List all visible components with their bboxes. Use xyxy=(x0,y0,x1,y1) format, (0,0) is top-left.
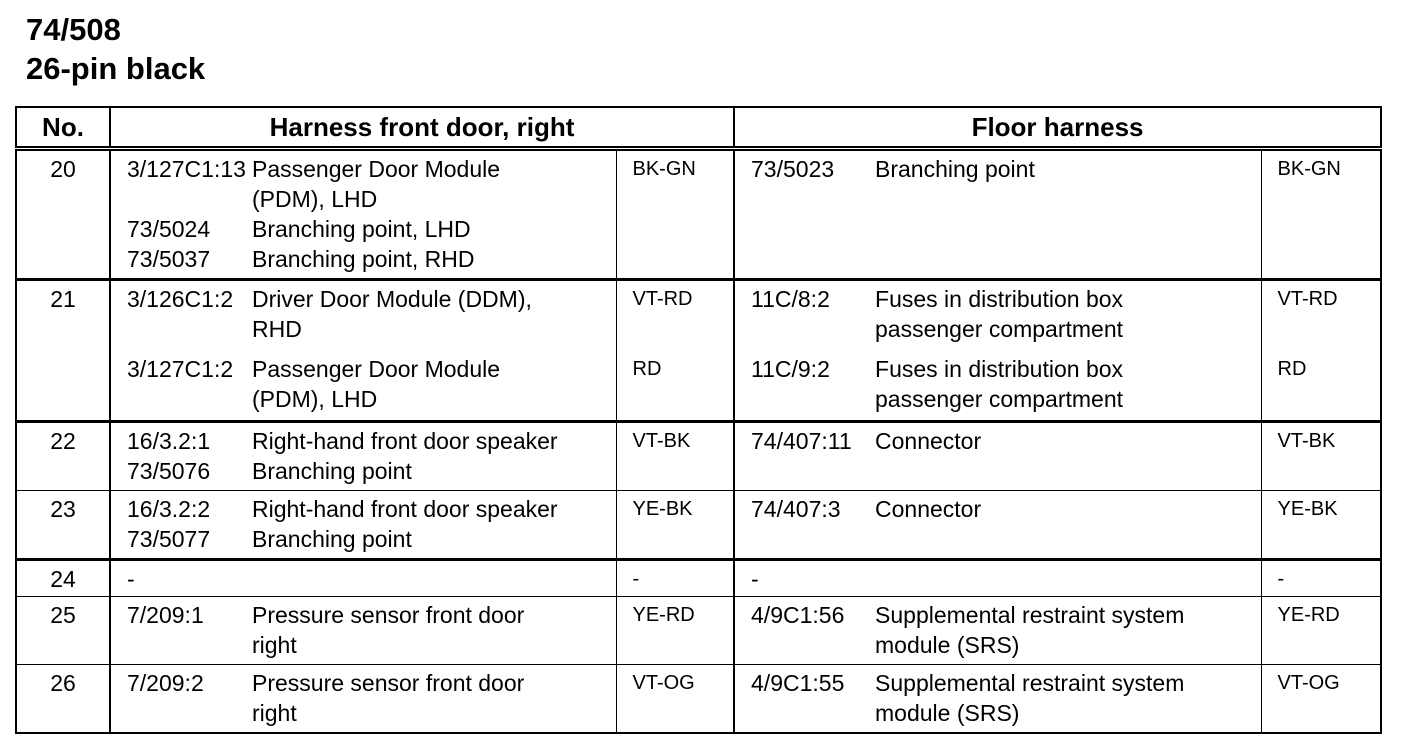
table-row xyxy=(16,344,1381,422)
right-description: Branching point xyxy=(875,156,1035,182)
connector-code: 16/3.2:1 xyxy=(127,428,211,454)
table-row xyxy=(16,665,1381,734)
description-line: Passenger Door Module xyxy=(252,156,501,182)
left-connector: - xyxy=(110,560,252,597)
left-wire-color: RD xyxy=(616,344,734,422)
right-connector: 73/5023 xyxy=(751,156,835,182)
left-wire-color: VT-BK xyxy=(616,422,734,491)
connector-heading xyxy=(26,10,205,88)
table-row xyxy=(16,149,1381,280)
connector-code xyxy=(127,184,252,214)
left-connector xyxy=(110,280,252,345)
table-row xyxy=(16,491,1381,560)
connector-code: 3/127C1:13 xyxy=(127,156,246,182)
description-line: Pressure sensor front door xyxy=(252,602,525,628)
table-row xyxy=(16,597,1381,665)
table-row xyxy=(16,560,1381,597)
description-line: Right-hand front door speaker xyxy=(252,428,558,454)
left-connector xyxy=(110,149,252,280)
right-connector: 4/9C1:55 xyxy=(734,665,875,734)
description-line: passenger compartment xyxy=(875,316,1124,342)
description-line: Branching point, LHD xyxy=(252,216,471,242)
right-connector: 4/9C1:56 xyxy=(734,597,875,665)
header-left-harness: Harness front door, right xyxy=(110,107,734,149)
description-line: right xyxy=(252,700,297,726)
right-wire-color: VT-BK xyxy=(1261,422,1381,491)
table-row xyxy=(16,280,1381,345)
left-connector xyxy=(110,491,252,560)
left-description xyxy=(252,344,616,422)
connector-code: 73/5076 xyxy=(127,458,211,484)
right-wire-color: VT-OG xyxy=(1261,665,1381,734)
description-line: passenger compartment xyxy=(875,386,1124,412)
description-line: module (SRS) xyxy=(875,700,1020,726)
right-description xyxy=(875,665,1261,734)
connector-code: 73/5024 xyxy=(127,216,211,242)
description-line: right xyxy=(252,632,297,658)
description-line: Fuses in distribution box xyxy=(875,356,1124,382)
description-line: Right-hand front door speaker xyxy=(252,496,558,522)
pin-number: 23 xyxy=(16,491,110,560)
table-header-row xyxy=(16,107,1381,149)
pin-number: 26 xyxy=(16,665,110,734)
right-wire-color: YE-RD xyxy=(1261,597,1381,665)
description-line: Fuses in distribution box xyxy=(875,286,1124,312)
right-description xyxy=(875,280,1261,345)
pin-assignment-table xyxy=(15,106,1382,734)
description-line: Branching point xyxy=(252,526,412,552)
right-wire-color: YE-BK xyxy=(1261,491,1381,560)
pin-number: 24 xyxy=(16,560,110,597)
left-wire-color: YE-BK xyxy=(616,491,734,560)
right-wire-color: RD xyxy=(1261,344,1381,422)
connector-code: 3/127C1:2 xyxy=(127,356,234,382)
header-right-harness: Floor harness xyxy=(734,107,1381,149)
pin-number: 22 xyxy=(16,422,110,491)
description-line: Driver Door Module (DDM), xyxy=(252,286,532,312)
left-description xyxy=(252,422,616,491)
right-description xyxy=(875,344,1261,422)
right-description: Connector xyxy=(875,491,1261,560)
left-wire-color: VT-RD xyxy=(616,280,734,345)
left-description xyxy=(252,280,616,345)
right-description xyxy=(875,560,1261,597)
left-wire-color: VT-OG xyxy=(616,665,734,734)
right-wire-color: BK-GN xyxy=(1261,149,1381,280)
right-wire-color: VT-RD xyxy=(1261,280,1381,345)
description-line: (PDM), LHD xyxy=(252,186,378,212)
description-line: Passenger Door Module xyxy=(252,356,501,382)
left-description xyxy=(252,597,616,665)
pin-number: 20 xyxy=(16,149,110,280)
left-description xyxy=(252,491,616,560)
connector-code: 3/126C1:2 xyxy=(127,286,234,312)
table-row xyxy=(16,422,1381,491)
right-connector xyxy=(734,344,875,422)
description-line: (PDM), LHD xyxy=(252,386,378,412)
left-connector xyxy=(110,422,252,491)
description-line: Pressure sensor front door xyxy=(252,670,525,696)
right-connector: 74/407:11 xyxy=(734,422,875,491)
left-description xyxy=(252,665,616,734)
connector-type: 26-pin black xyxy=(26,51,206,86)
left-wire-color: BK-GN xyxy=(616,149,734,280)
description-line: Supplemental restraint system xyxy=(875,602,1185,628)
description-line: Branching point xyxy=(252,458,412,484)
connector-code: 11C/8:2 xyxy=(751,286,830,312)
connector-code: 73/5037 xyxy=(127,246,211,272)
connector-code: 73/5077 xyxy=(127,526,211,552)
description-line: Branching point, RHD xyxy=(252,246,475,272)
connector-code: 11C/9:2 xyxy=(751,356,830,382)
left-wire-color: YE-RD xyxy=(616,597,734,665)
left-connector: 7/209:2 xyxy=(110,665,252,734)
right-connector xyxy=(734,280,875,345)
right-description xyxy=(875,597,1261,665)
description-line: Supplemental restraint system xyxy=(875,670,1185,696)
left-connector xyxy=(110,344,252,422)
header-no: No. xyxy=(16,107,110,149)
right-wire-color: - xyxy=(1261,560,1381,597)
description-line: module (SRS) xyxy=(875,632,1020,658)
right-connector: - xyxy=(734,560,875,597)
left-description xyxy=(252,149,616,280)
pin-number: 21 xyxy=(16,280,110,422)
connector-id: 74/508 xyxy=(26,12,121,47)
pin-number: 25 xyxy=(16,597,110,665)
left-wire-color: - xyxy=(616,560,734,597)
left-connector: 7/209:1 xyxy=(110,597,252,665)
right-description: Connector xyxy=(875,422,1261,491)
right-connector: 74/407:3 xyxy=(734,491,875,560)
left-description xyxy=(252,560,616,597)
description-line: RHD xyxy=(252,316,302,342)
connector-code: 16/3.2:2 xyxy=(127,496,211,522)
